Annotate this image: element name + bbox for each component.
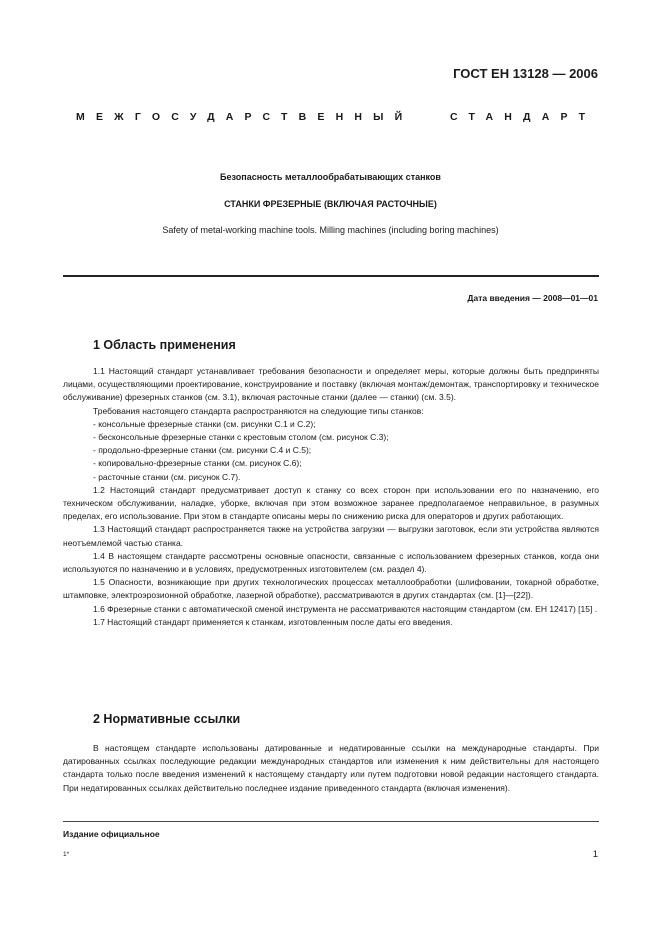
- list-item: - продольно-фрезерные станки (см. рисунки С.4 и С.5);: [93, 445, 312, 456]
- document-code: ГОСТ ЕН 13128 — 2006: [453, 66, 598, 81]
- title-divider: [63, 275, 599, 277]
- paragraph-1-5: 1.5 Опасности, возникающие при других технологических процессах металлообработки (шлифовании, токарной обработке, штамповке, электроэрозионной обработке, лазерной обработке), рассматриваются в других стандартах (см. [1]—[22]).: [63, 577, 599, 601]
- paragraph-2-1: В настоящем стандарте использованы датированные и недатированные ссылки на международные стандарты. При датированных ссылках последующие редакции международных стандартов или изменения к ним действительны для настоящего стандарта только после введения изменений к настоящему стандарту или путем подготовки новой редакции настоящего стандарта. При недатированных ссылках действительно последнее издание приведенного стандарта (включая изменения).: [63, 743, 599, 793]
- list-item: - копировально-фрезерные станки (см. рисунок С.6);: [93, 458, 302, 469]
- paragraph-1-3: 1.3 Настоящий стандарт распространяется также на устройства загрузки — выгрузки заготовок, если эти устройства являются неотъемлемой частью станка.: [63, 524, 599, 548]
- paragraph-1-4: 1.4 В настоящем стандарте рассмотрены основные опасности, связанные с использованием фрезерных станков, когда они используются по назначению и в условиях, предусмотренных изготовителем (см. раздел 4).: [63, 550, 599, 575]
- standard-label: СТАНДАРТ: [450, 111, 597, 123]
- paragraph-1-1: 1.1 Настоящий стандарт устанавливает требования безопасности и определяет меры, которые должны быть предприняты лицами, осуществляющими проектирование, конструирование и поставку (включая монтаж/демонтаж, транспортировку и техническое обслуживание) фрезерных станков (см. 3.1), включая расточные станки (далее — станки) (см. 3.5).: [63, 366, 599, 403]
- section-1-heading: 1 Область применения: [93, 338, 236, 352]
- list-item: - бесконсольные фрезерные станки с крестовым столом (см. рисунок С.3);: [93, 432, 389, 443]
- english-title: Safety of metal-working machine tools. Milling machines (including boring machines): [162, 225, 499, 235]
- introduction-date: Дата введения — 2008—01—01: [467, 293, 598, 303]
- paragraph-types: Требования настоящего стандарта распространяются на следующие типы станков:: [93, 405, 424, 416]
- paragraph-1-6: 1.6 Фрезерные станки с автоматической сменой инструмента не рассматриваются настоящим стандартом (см. ЕН 12417) [15] .: [93, 603, 598, 614]
- footnote-mark: 1*: [63, 851, 70, 858]
- section-1-body: [63, 365, 599, 629]
- list-item: - консольные фрезерные станки (см. рисунки С.1 и С.2);: [93, 418, 316, 429]
- section-2-body: [63, 742, 599, 795]
- paragraph-1-2: 1.2 Настоящий стандарт предусматривает доступ к станку со всех сторон при использовании его по назначению, его техническом обслуживании, наладке, уборке, включая при этом возможное заранее предполагаемое неправильное, в разумных пределах, его использование. При этом в стандарте описаны меры по снижению риска для операторов и других работающих.: [63, 484, 599, 522]
- page-number: 1: [592, 849, 598, 860]
- footer-divider: [63, 821, 599, 822]
- document-title: Безопасность металлообрабатывающих станков: [220, 172, 441, 182]
- interstate-label: МЕЖГОСУДАРСТВЕННЫЙ: [76, 111, 414, 123]
- list-item: - расточные станки (см. рисунок С.7).: [93, 471, 241, 482]
- section-2-heading: 2 Нормативные ссылки: [93, 712, 241, 726]
- document-subtitle: СТАНКИ ФРЕЗЕРНЫЕ (ВКЛЮЧАЯ РАСТОЧНЫЕ): [224, 199, 437, 209]
- paragraph-1-7: 1.7 Настоящий стандарт применяется к станкам, изготовленным после даты его введения.: [93, 616, 453, 627]
- official-edition-label: Издание официальное: [63, 829, 160, 839]
